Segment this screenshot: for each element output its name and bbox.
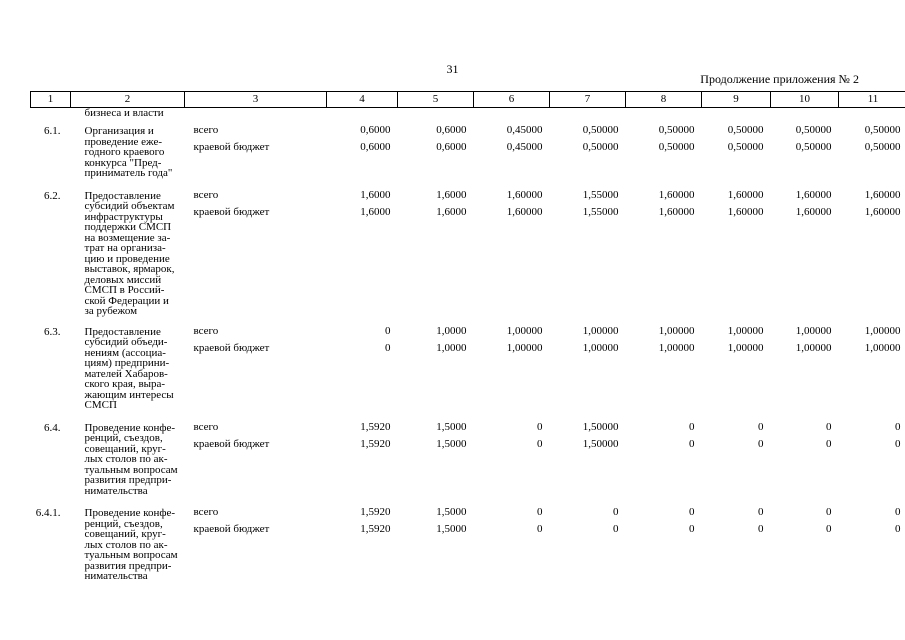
value: 0 [613, 523, 619, 535]
value: 1,5920 [360, 523, 391, 535]
table-cell [31, 108, 71, 119]
value-cell-col-7 [550, 496, 626, 582]
value-cell-col-9 [702, 118, 771, 179]
value-cell-col-8 [626, 411, 702, 497]
value-cell-col-4 [327, 411, 398, 497]
row-name-text: Предоставление субсидий объеди- нениям (ассоциа- циям) предприни- мателей Хабаров- ского края, выра- жающим интересы СМСП [84, 325, 174, 411]
value-cell-col-8 [626, 317, 702, 411]
row-name [71, 317, 185, 411]
value: 1,5000 [436, 437, 467, 450]
value: 0 [537, 523, 543, 535]
value: 0 [613, 506, 619, 518]
column-header-8: 8 [626, 92, 702, 108]
funding-source [185, 411, 327, 497]
value: 1,55000 [582, 188, 619, 201]
column-header-11: 11 [839, 92, 905, 108]
value: 0,50000 [795, 124, 832, 136]
value-cell-col-11 [839, 179, 905, 317]
row-name [71, 411, 185, 497]
value-cell-col-7 [550, 317, 626, 411]
funding-source [185, 317, 327, 411]
column-header-3: 3 [185, 92, 327, 108]
value: 1,5920 [360, 420, 391, 433]
value: 1,60000 [864, 205, 901, 218]
value: 1,6000 [360, 205, 391, 218]
row-name [71, 496, 185, 582]
value: 1,60000 [658, 205, 695, 218]
value: 0 [826, 437, 832, 450]
funding-source-label: краевой бюджет [193, 205, 270, 218]
value: 1,60000 [658, 188, 695, 201]
value: 1,50000 [582, 437, 619, 450]
value: 0 [537, 437, 543, 450]
value: 0,6000 [436, 124, 467, 136]
value: 1,00000 [506, 341, 543, 354]
value-cell-col-10 [771, 317, 839, 411]
value: 0,50000 [582, 141, 619, 153]
row-number: 6.1. [44, 125, 61, 137]
value: 1,00000 [727, 324, 764, 337]
value: 0,50000 [795, 141, 832, 153]
value: 0,50000 [658, 141, 695, 153]
value: 0 [758, 506, 764, 518]
value: 1,60000 [795, 188, 832, 201]
value: 1,60000 [864, 188, 901, 201]
value: 1,00000 [658, 341, 695, 354]
value-cell-col-4 [327, 179, 398, 317]
table-row [31, 411, 905, 497]
table-row [31, 118, 905, 179]
value: 0 [895, 437, 901, 450]
value-cell-col-5 [398, 411, 474, 497]
column-header-6: 6 [474, 92, 550, 108]
value: 0 [689, 523, 695, 535]
budget-table [30, 91, 905, 582]
value: 1,00000 [582, 341, 619, 354]
funding-source-label: всего [193, 506, 219, 518]
table-header-row [31, 92, 905, 108]
value: 1,0000 [436, 324, 467, 337]
value-cell-col-6 [474, 411, 550, 497]
column-header-10: 10 [771, 92, 839, 108]
value: 1,00000 [795, 341, 832, 354]
value-cell-col-11 [839, 118, 905, 179]
value-cell-col-11 [839, 317, 905, 411]
funding-source-label: всего [193, 188, 219, 201]
row-name [71, 118, 185, 179]
value: 1,6000 [436, 205, 467, 218]
value-cell-col-10 [771, 179, 839, 317]
table-cell [185, 108, 905, 119]
value: 0 [826, 420, 832, 433]
row-name-text: Проведение конфе- ренций, съездов, совещаний, круг- лых столов по ак- туальным вопросам развития предпри- нимательства [84, 421, 178, 497]
value: 1,5000 [436, 420, 467, 433]
value-cell-col-10 [771, 118, 839, 179]
row-number: 6.3. [44, 325, 61, 338]
value: 0,6000 [360, 141, 391, 153]
value: 1,00000 [582, 324, 619, 337]
table-body [31, 108, 905, 582]
value: 0,50000 [658, 124, 695, 136]
value: 0 [895, 506, 901, 518]
funding-source-label: всего [193, 124, 219, 136]
continuation-text: бизнеса и власти [84, 107, 164, 119]
value-cell-col-8 [626, 496, 702, 582]
funding-source [185, 179, 327, 317]
value: 1,00000 [864, 341, 901, 354]
value: 0,50000 [864, 124, 901, 136]
column-header-7: 7 [550, 92, 626, 108]
row-number: 6.2. [44, 189, 61, 202]
value-cell-col-6 [474, 118, 550, 179]
funding-source-label: краевой бюджет [193, 141, 270, 153]
value: 1,5000 [436, 523, 467, 535]
row-name [71, 179, 185, 317]
value: 0 [689, 506, 695, 518]
value-cell-col-4 [327, 118, 398, 179]
value: 0,45000 [506, 141, 543, 153]
value: 0 [689, 437, 695, 450]
value-cell-col-6 [474, 317, 550, 411]
value: 1,50000 [582, 420, 619, 433]
value-cell-col-11 [839, 411, 905, 497]
value: 0,50000 [864, 141, 901, 153]
column-header-9: 9 [702, 92, 771, 108]
value: 0,50000 [582, 124, 619, 136]
funding-source [185, 496, 327, 582]
value-cell-col-10 [771, 496, 839, 582]
value-cell-col-8 [626, 179, 702, 317]
value-cell-col-10 [771, 411, 839, 497]
value: 0 [385, 324, 391, 337]
value: 1,60000 [727, 188, 764, 201]
value: 0 [385, 341, 391, 354]
value-cell-col-7 [550, 411, 626, 497]
row-number: 6.4. [44, 421, 61, 434]
funding-source [185, 118, 327, 179]
value: 1,00000 [506, 324, 543, 337]
value: 0 [537, 420, 543, 433]
value-cell-col-6 [474, 496, 550, 582]
value: 0,45000 [506, 124, 543, 136]
funding-source-label: всего [193, 420, 219, 433]
value-cell-col-4 [327, 317, 398, 411]
value-cell-col-11 [839, 496, 905, 582]
value: 0 [537, 506, 543, 518]
funding-source-label: краевой бюджет [193, 437, 270, 450]
value: 1,5920 [360, 506, 391, 518]
row-name-text: Организация и проведение еже- годного краевого конкурса "Пред- приниматель года" [84, 125, 173, 179]
continuation-label: Продолжение приложения № 2 [700, 72, 859, 86]
table-row [31, 179, 905, 317]
value-cell-col-5 [398, 118, 474, 179]
value: 0 [758, 420, 764, 433]
value: 1,60000 [795, 205, 832, 218]
page-number: 31 [446, 62, 459, 76]
column-header-4: 4 [327, 92, 398, 108]
value: 0 [895, 420, 901, 433]
value: 1,5920 [360, 437, 391, 450]
row-number: 6.4.1. [35, 507, 61, 519]
value: 0 [826, 506, 832, 518]
column-header-1: 1 [31, 92, 71, 108]
value: 0,6000 [436, 141, 467, 153]
value-cell-col-9 [702, 179, 771, 317]
funding-source-label: всего [193, 324, 219, 337]
value: 1,00000 [727, 341, 764, 354]
row-name-text: Проведение конфе- ренций, съездов, совещаний, круг- лых столов по ак- туальным вопросам развития предпри- нимательства [84, 507, 178, 582]
table-row [31, 496, 905, 582]
value-cell-col-5 [398, 496, 474, 582]
table-row [31, 317, 905, 411]
value: 1,5000 [436, 506, 467, 518]
value-cell-col-5 [398, 179, 474, 317]
value: 1,60000 [506, 205, 543, 218]
column-header-2: 2 [71, 92, 185, 108]
funding-source-label: краевой бюджет [193, 523, 270, 535]
value: 1,00000 [864, 324, 901, 337]
value: 0,50000 [727, 124, 764, 136]
value-cell-col-9 [702, 496, 771, 582]
value-cell-col-8 [626, 118, 702, 179]
value: 0 [826, 523, 832, 535]
value-cell-col-5 [398, 317, 474, 411]
value: 1,6000 [436, 188, 467, 201]
value-cell-col-7 [550, 179, 626, 317]
funding-source-label: краевой бюджет [193, 341, 270, 354]
value-cell-col-9 [702, 317, 771, 411]
value: 1,6000 [360, 188, 391, 201]
value: 1,00000 [795, 324, 832, 337]
value: 1,00000 [658, 324, 695, 337]
value-cell-col-9 [702, 411, 771, 497]
value-cell-col-6 [474, 179, 550, 317]
value-cell-col-4 [327, 496, 398, 582]
value-cell-col-7 [550, 118, 626, 179]
row-name-text: Предоставление субсидий объектам инфраструктуры поддержки СМСП на возмещение за- трат на организа- цию и проведение выставок, ярмарок, деловых миссий СМСП в Россий- ской Федерации и за рубежом [84, 189, 175, 317]
value: 0,6000 [360, 124, 391, 136]
value: 0 [689, 420, 695, 433]
value: 0 [895, 523, 901, 535]
continuation-row [31, 108, 905, 119]
value: 1,60000 [727, 205, 764, 218]
value: 0 [758, 437, 764, 450]
value: 0,50000 [727, 141, 764, 153]
value: 0 [758, 523, 764, 535]
column-header-5: 5 [398, 92, 474, 108]
value: 1,55000 [582, 205, 619, 218]
value: 1,60000 [506, 188, 543, 201]
value: 1,0000 [436, 341, 467, 354]
